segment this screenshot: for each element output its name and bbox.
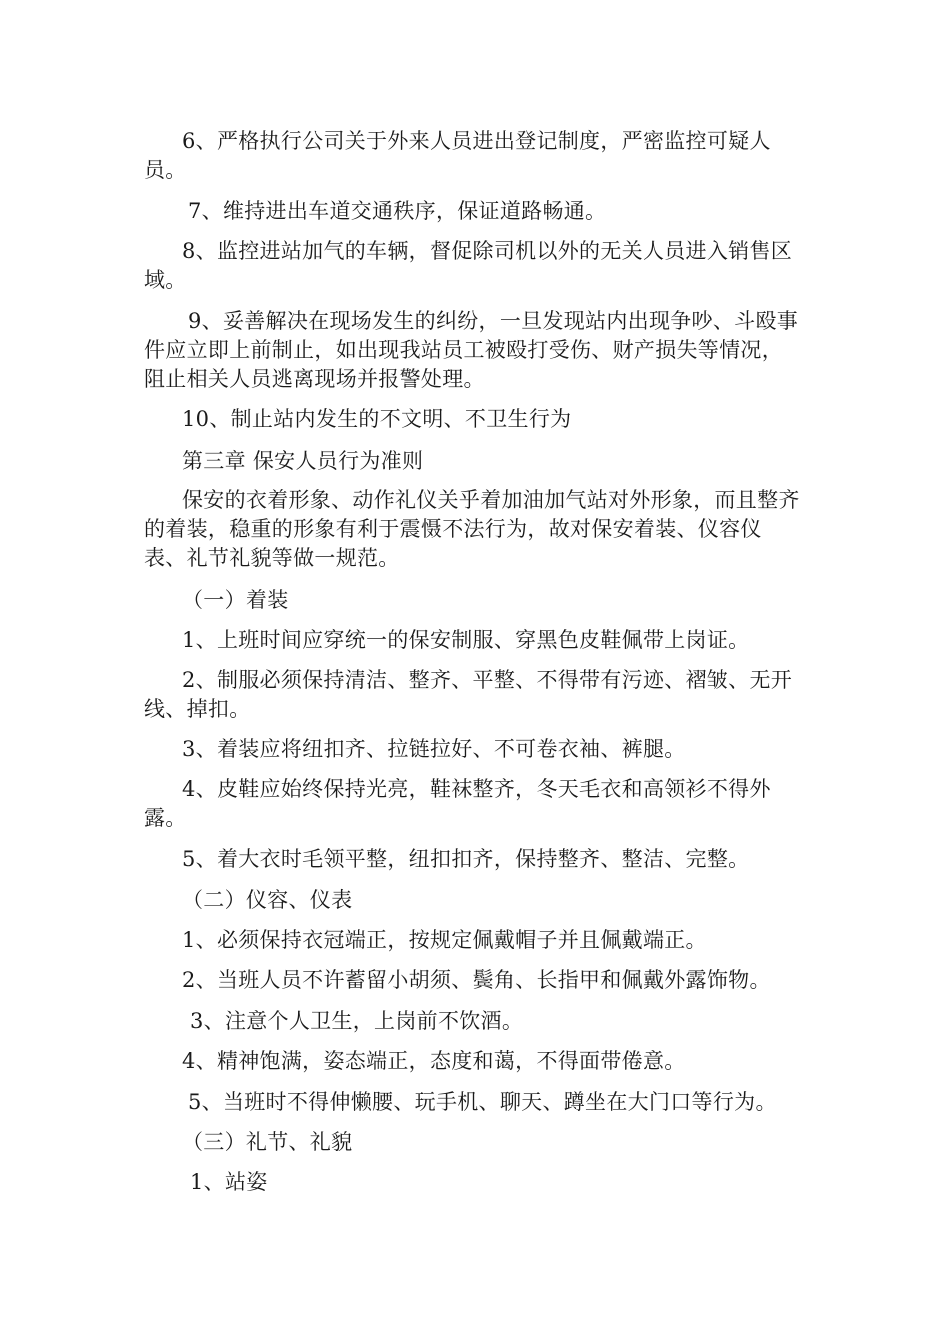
section-heading-appearance: （二）仪容、仪表 xyxy=(182,888,353,912)
section-heading-etiquette: （三）礼节、礼貌 xyxy=(182,1130,353,1154)
chapter-intro-paragraph: 保安的衣着形象、动作礼仪关乎着加油加气站对外形象，而且整齐的着装，稳重的形象有利于震慑不法行为，故对保安着装、仪容仪表、礼节礼貌等做一规范。 xyxy=(144,488,800,570)
chapter-heading: 第三章 保安人员行为准则 xyxy=(182,449,424,473)
paragraph-item-9: 9、妥善解决在现场发生的纠纷，一旦发现站内出现争吵、斗殴事件应立即上前制止，如出现我站员工被殴打受伤、财产损失等情况，阻止相关人员逃离现场并报警处理。 xyxy=(144,309,799,391)
attire-item-5: 5、着大衣时毛领平整，纽扣扣齐，保持整齐、整洁、完整。 xyxy=(182,847,750,871)
paragraph-item-10: 10、制止站内发生的不文明、不卫生行为 xyxy=(182,407,572,431)
appearance-item-5: 5、当班时不得伸懒腰、玩手机、聊天、蹲坐在大门口等行为。 xyxy=(188,1090,777,1114)
attire-item-1: 1、上班时间应穿统一的保安制服、穿黑色皮鞋佩带上岗证。 xyxy=(182,628,750,652)
appearance-item-1: 1、必须保持衣冠端正，按规定佩戴帽子并且佩戴端正。 xyxy=(182,928,707,952)
appearance-item-4: 4、精神饱满，姿态端正，态度和蔼，不得面带倦意。 xyxy=(182,1049,686,1073)
paragraph-item-6: 6、严格执行公司关于外来人员进出登记制度，严密监控可疑人员。 xyxy=(144,129,771,182)
paragraph-item-8: 8、监控进站加气的车辆，督促除司机以外的无关人员进入销售区域。 xyxy=(144,239,793,292)
appearance-item-3: 3、注意个人卫生，上岗前不饮酒。 xyxy=(190,1009,524,1033)
attire-item-3: 3、着装应将纽扣齐、拉链拉好、不可卷衣袖、裤腿。 xyxy=(182,737,686,761)
section-heading-attire: （一）着装 xyxy=(182,588,289,612)
appearance-item-2: 2、当班人员不许蓄留小胡须、鬓角、长指甲和佩戴外露饰物。 xyxy=(182,968,771,992)
attire-item-2: 2、制服必须保持清洁、整齐、平整、不得带有污迹、褶皱、无开线、掉扣。 xyxy=(144,668,793,721)
etiquette-item-1: 1、站姿 xyxy=(190,1170,268,1194)
attire-item-4: 4、皮鞋应始终保持光亮，鞋袜整齐，冬天毛衣和高领衫不得外露。 xyxy=(144,777,771,830)
paragraph-item-7: 7、维持进出车道交通秩序，保证道路畅通。 xyxy=(188,199,607,223)
